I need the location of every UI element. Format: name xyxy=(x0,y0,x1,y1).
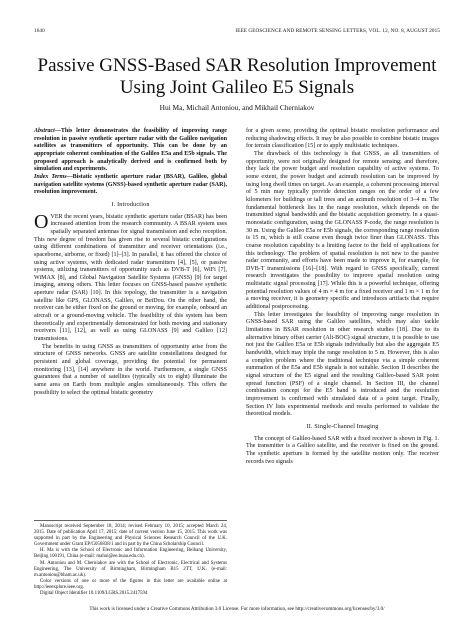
index-terms: Index Terms—Bistatic synthetic aperture radar (BSAR), Galileo, global navigation satellite systems (GNSS)-based synthetic aperture radar (SAR), resolution improvement. xyxy=(34,173,227,196)
footnote-doi: Digital Object Identifier 10.1109/LGRS.2015.2417594 xyxy=(40,591,148,597)
footnote-color: Color versions of one or more of the figures in this letter are available online at http://ieeexplore.ieee.org. xyxy=(34,578,227,590)
right-column xyxy=(246,128,439,466)
license-footer: This work is licensed under a Creative Commons Attribution 3.0 License. For more information, see http://creativecommons.org/licenses/by/3.0/ xyxy=(89,606,385,612)
abstract-text: This letter demonstrates the feasibility of improving range resolution in passive synthetic aperture radar with the Galileo navigation satellites as transmitters of opportunity. This can be done by an appropriate coherent combination of the Galileo E5a and E5b signals. The proposed approach is analytically derived and is confirmed both by simulation and experiments. xyxy=(34,128,227,173)
section-heading-single-channel: II. Single-Channel Imaging xyxy=(306,423,379,430)
footnote-received: Manuscript received September 18, 2014; revised February 10, 2015; accepted March 24, 2015. Date of publication April 17, 2015; date of current version June 15, 2015. This work was supported in part by the Engineering and Physical Sciences Research Council of the U.K. Government under Grant EP/G056838/1 and in part by the China Scholarship Council. xyxy=(34,524,227,548)
author-list: Hui Ma, Michail Antoniou, and Mikhail Cherniakov xyxy=(159,103,315,112)
paper-title: Passive GNSS-Based SAR Resolution Improvement Using Joint Galileo E5 Signals xyxy=(37,55,437,98)
right-paragraph-1: for a given scene, providing the optimal bistatic resolution performance and reducing shadowing effects. It may be also possible to combine bistatic images for terrain classification [15] or to apply multistatic techniques. xyxy=(246,128,439,150)
drop-cap: O xyxy=(34,210,49,233)
running-header xyxy=(34,28,440,38)
footnote-affiliation-2: M. Antoniou and M. Cherniakov are with the School of Electronic, Electrical and Systems Engineering, The University of Birmingham, Birmingham B15 2TT, U.K. (e-mail: m.antoniou@bham.ac.uk). xyxy=(34,560,227,578)
abstract-label: Abstract xyxy=(34,128,55,134)
left-column xyxy=(34,128,227,397)
abstract: Abstract—This letter demonstrates the feasibility of improving range resolution in passive synthetic aperture radar with the Galileo navigation satellites as transmitters of opportunity. This can be done by an appropriate coherent combination of the Galileo E5a and E5b signals. The proposed approach is analytically derived and is confirmed both by simulation and experiments. xyxy=(34,128,227,173)
intro-p1-text: VER the recent years, bistatic synthetic aperture radar (BSAR) has been increased attention from the research community. A BSAR system uses spatially separated antennas for signal transmission and echo reception. This new degree of freedom has given rise to several bistatic configurations using different combinations of transmitter and receiver orientations (i.e., spaceborne, airborne, or fixed) [1]–[3]. In parallel, it has offered the choice of using active systems, with dedicated radar transmitters [4], [5], or passive systems, utilizing transmitters of opportunity such as DVB-T [6], WiFi [7], WiMAX [8], and Global Navigation Satellite Systems (GNSS) [9] for target imaging, among others. This letter focuses on GNSS-based passive synthetic aperture radar (SAR) [10]. In this topology, the transmitter is a navigation satellite like GPS, GLONASS, Galileo, or BeiDou. On the other hand, the receiver can be either fixed on the ground or moving, for example, onboard an aircraft or a ground-moving vehicle. The feasibility of this system has been theoretically and experimentally demonstrated for both moving and stationary receivers [11], [12], as well as using GLONASS [9] and Galileo [12] transmissions. xyxy=(34,213,227,343)
right-paragraph-4: The concept of Galileo-based SAR with a fixed receiver is shown in Fig. 1. The transmitter is a Galileo satellite, and the receiver is fixed on the ground. The synthetic aperture is formed by the satellite motion only. The receiver records two signals xyxy=(246,435,439,465)
intro-paragraph-2: The benefits in using GNSS as transmitters of opportunity arise from the structure of GNSS networks. GNSS are satellite constellations designed for persistent and global coverage, providing the potential for permanent monitoring [13], [14] anywhere in the world. Furthermore, a single GNSS guarantees that a number of satellites (typically six to eight) illuminate the same area on Earth from multiple angles simultaneously. This offers the possibility to select the optimal bistatic geometry xyxy=(34,343,227,396)
journal-name: IEEE GEOSCIENCE AND REMOTE SENSING LETTERS, VOL. 12, NO. 8, AUGUST 2015 xyxy=(235,28,440,34)
section-heading-introduction: I. Introduction xyxy=(111,201,150,208)
intro-paragraph-1 xyxy=(34,210,227,344)
right-paragraph-2: The drawback of this technology is that GNSS, as all transmitters of opportunity, were not originally designed for remote sensing; and therefore, they lack the power budget and resolution capability of active systems. To some extent, the power budget and azimuth resolution can be improved by using long dwell times on target. As an example, a coherent processing interval of 5 min may typically provide detection ranges on the order of a few kilometers for buildings or tall trees and an azimuth resolution of 3–4 m. The fundamental bottleneck lies in the range resolution, which depends on the transmitted signal bandwidth and the bistatic acquisition geometry. In a quasi-monostatic configuration, using the GLONASS P-code, the range resolution is 30 m. Using the Galileo E5a or E5b signals, the corresponding range resolution is 15 m, which is still coarse even though twice finer than GLONASS. This coarse resolution capability is a limiting factor to the field of applications for this technology. The problem of spatial resolution is not new to the passive radar community, and efforts have been made to improve it, for example, for DVB-T transmissions [16]–[18]. With regard to GNSS specifically, current research investigates the possibility to improve spatial resolution using multistatic signal processing [17]. While this is a powerful technique, offering potential resolution values of 4 m × 4 m for a fixed receiver and 1 m × 1 m for a moving receiver, it is geometry specific and introduces artifacts that require additional postprocessing. xyxy=(246,150,439,311)
index-terms-text: Bistatic synthetic aperture radar (BSAR), Galileo, global navigation satellite systems (GNSS)-based synthetic aperture radar (SAR), resolution improvement. xyxy=(34,173,227,196)
index-terms-label: Index Terms xyxy=(34,173,67,180)
footnote-affiliation-1: H. Ma is with the School of Electronic and Information Engineering, Beihang University, Beijing 100191, China (e-mail: mahui@ee.buaa.edu.cn). xyxy=(34,548,227,560)
right-paragraph-3: This letter investigates the feasibility of improving range resolution in GNSS-based SAR using the Galileo satellites, which may also tackle limitations in BSAR resolution in other research studies [18]. Due to its alternative binary offset carrier (Alt-BOC) signal structure, it is possible to use not just the Galileo E5a or E5b signals individually but also the aggregate E5 bandwidth, which may triple the range resolution to 5 m. However, this is also a complex problem where the traditional technique via a simple coherent summation of the E5a and E5b signals is not suitable. Section II describes the signal structure of the E5 signal and the resulting Galileo-based SAR point spread function (PSF) of a single channel. In Section III, the channel combination concept for the E5 band is introduced and the resolution improvement is confirmed with simulated data of a point target. Finally, Section IV lists experimental methods and results performed to validate the theoretical models. xyxy=(246,311,439,418)
page-number: 1640 xyxy=(34,28,45,34)
footnotes xyxy=(34,520,227,597)
